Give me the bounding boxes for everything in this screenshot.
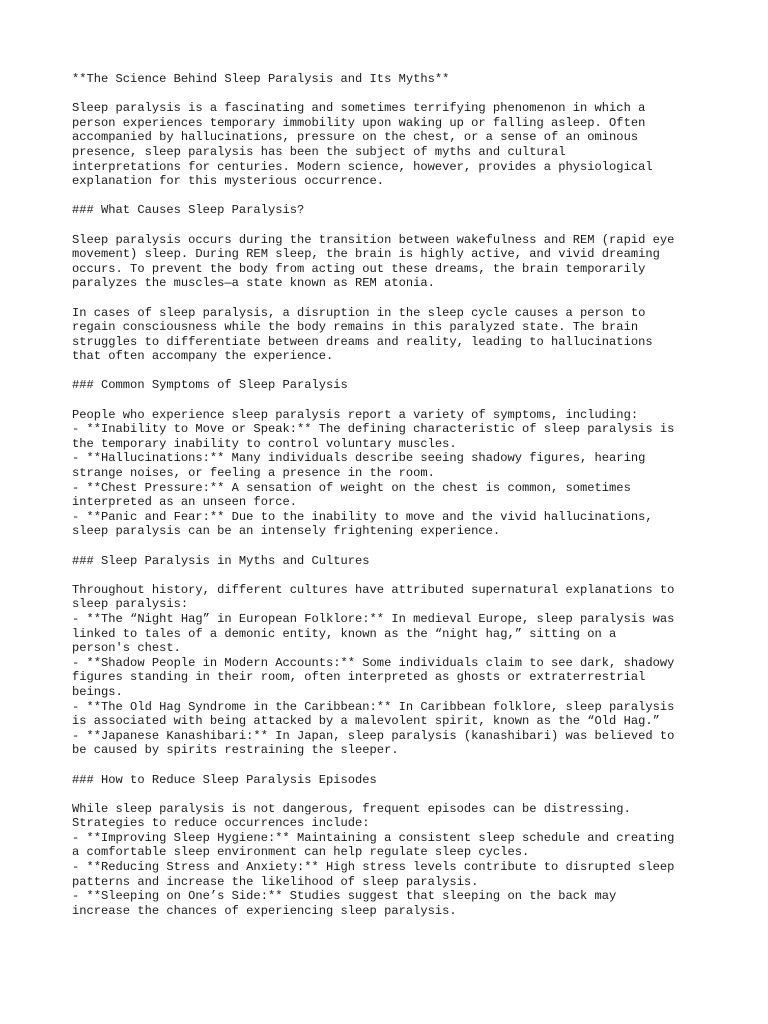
blank-line — [72, 364, 712, 379]
paragraph-line: In cases of sleep paralysis, a disruption in the sleep cycle causes a person to — [72, 305, 646, 320]
intro-line: person experiences temporary immobility upon waking up or falling asleep. Often — [72, 115, 646, 130]
paragraph-line: figures standing in their room, often interpreted as ghosts or extraterrestrial — [72, 670, 646, 685]
blank-line — [72, 87, 712, 102]
paragraph-line: paralyzes the muscles—a state known as REM atonia. — [72, 276, 435, 291]
paragraph-line: movement) sleep. During REM sleep, the brain is highly active, and vivid dreaming — [72, 247, 660, 262]
document-title: **The Science Behind Sleep Paralysis and Its Myths** — [72, 72, 450, 86]
paragraph-line: - **Improving Sleep Hygiene:** Maintaining a consistent sleep schedule and creating — [72, 830, 675, 845]
paragraph-line: be caused by spirits restraining the sleeper. — [72, 743, 399, 758]
document-section — [72, 203, 712, 364]
document-section — [72, 554, 712, 758]
paragraph-line: person's chest. — [72, 641, 181, 656]
paragraph-line: regain consciousness while the body remains in this paralyzed state. The brain — [72, 320, 639, 335]
section-heading: ### Sleep Paralysis in Myths and Cultures — [72, 553, 370, 568]
section-paragraph — [72, 802, 712, 919]
intro-line: Sleep paralysis is a fascinating and sometimes terrifying phenomenon in which a — [72, 101, 646, 116]
intro-line: accompanied by hallucinations, pressure on the chest, or a sense of an ominous — [72, 130, 639, 145]
section-paragraph — [72, 233, 712, 291]
section-paragraph — [72, 306, 712, 364]
blank-line — [72, 291, 712, 306]
paragraph-line: strange noises, or feeling a presence in the room. — [72, 466, 435, 481]
paragraph-line: - **Panic and Fear:** Due to the inability to move and the vivid hallucinations, — [72, 509, 653, 524]
paragraph-line: While sleep paralysis is not dangerous, frequent episodes can be distressing. — [72, 801, 631, 816]
intro-line: explanation for this mysterious occurrence. — [72, 174, 385, 189]
document-body — [72, 72, 712, 918]
sections-container — [72, 189, 712, 919]
intro-paragraph — [72, 101, 712, 189]
intro-line: presence, sleep paralysis has been the subject of myths and cultural — [72, 144, 566, 159]
paragraph-line: - **Chest Pressure:** A sensation of weight on the chest is common, sometimes — [72, 480, 631, 495]
paragraph-line: - **The “Night Hag” in European Folklore:** In medieval Europe, sleep paralysis was — [72, 611, 675, 626]
intro-line: interpretations for centuries. Modern science, however, provides a physiological — [72, 159, 653, 174]
blank-line — [72, 787, 712, 802]
paragraph-line: Throughout history, different cultures have attributed supernatural explanations to — [72, 582, 675, 597]
paragraph-line: beings. — [72, 684, 123, 699]
section-heading: ### Common Symptoms of Sleep Paralysis — [72, 378, 348, 393]
blank-line — [72, 539, 712, 554]
section-paragraph — [72, 408, 712, 539]
paragraph-line: - **Inability to Move or Speak:** The defining characteristic of sleep paralysis is — [72, 422, 675, 437]
section-heading: ### What Causes Sleep Paralysis? — [72, 203, 305, 218]
paragraph-line: patterns and increase the likelihood of sleep paralysis. — [72, 874, 479, 889]
paragraph-line: struggles to differentiate between dreams and reality, leading to hallucinations — [72, 334, 653, 349]
document-section — [72, 773, 712, 919]
paragraph-line: sleep paralysis: — [72, 597, 189, 612]
paragraph-line: sleep paralysis can be an intensely frightening experience. — [72, 524, 501, 539]
paragraph-line: Sleep paralysis occurs during the transition between wakefulness and REM (rapid eye — [72, 232, 675, 247]
paragraph-line: linked to tales of a demonic entity, known as the “night hag,” sitting on a — [72, 626, 617, 641]
section-paragraph — [72, 583, 712, 758]
paragraph-line: - **Sleeping on One’s Side:** Studies suggest that sleeping on the back may — [72, 889, 617, 904]
blank-line — [72, 189, 712, 204]
blank-line — [72, 758, 712, 773]
document-section — [72, 378, 712, 539]
paragraph-line: - **Japanese Kanashibari:** In Japan, sleep paralysis (kanashibari) was believed to — [72, 728, 675, 743]
paragraph-line: that often accompany the experience. — [72, 349, 334, 364]
paragraph-line: the temporary inability to control voluntary muscles. — [72, 436, 457, 451]
paragraph-line: increase the chances of experiencing sleep paralysis. — [72, 903, 457, 918]
paragraph-line: occurs. To prevent the body from acting out these dreams, the brain temporarily — [72, 261, 646, 276]
section-heading: ### How to Reduce Sleep Paralysis Episodes — [72, 772, 377, 787]
paragraph-line: Strategies to reduce occurrences include: — [72, 816, 370, 831]
paragraph-line: - **The Old Hag Syndrome in the Caribbean:** In Caribbean folklore, sleep paralysis — [72, 699, 675, 714]
paragraph-line: - **Shadow People in Modern Accounts:** Some individuals claim to see dark, shadowy — [72, 655, 675, 670]
blank-line — [72, 393, 712, 408]
blank-line — [72, 568, 712, 583]
paragraph-line: People who experience sleep paralysis report a variety of symptoms, including: — [72, 407, 639, 422]
blank-line — [72, 218, 712, 233]
paragraph-line: is associated with being attacked by a malevolent spirit, known as the “Old Hag.” — [72, 714, 660, 729]
paragraph-line: interpreted as an unseen force. — [72, 495, 297, 510]
paragraph-line: - **Reducing Stress and Anxiety:** High stress levels contribute to disrupted sleep — [72, 860, 675, 875]
paragraph-line: a comfortable sleep environment can help regulate sleep cycles. — [72, 845, 530, 860]
paragraph-line: - **Hallucinations:** Many individuals describe seeing shadowy figures, hearing — [72, 451, 646, 466]
